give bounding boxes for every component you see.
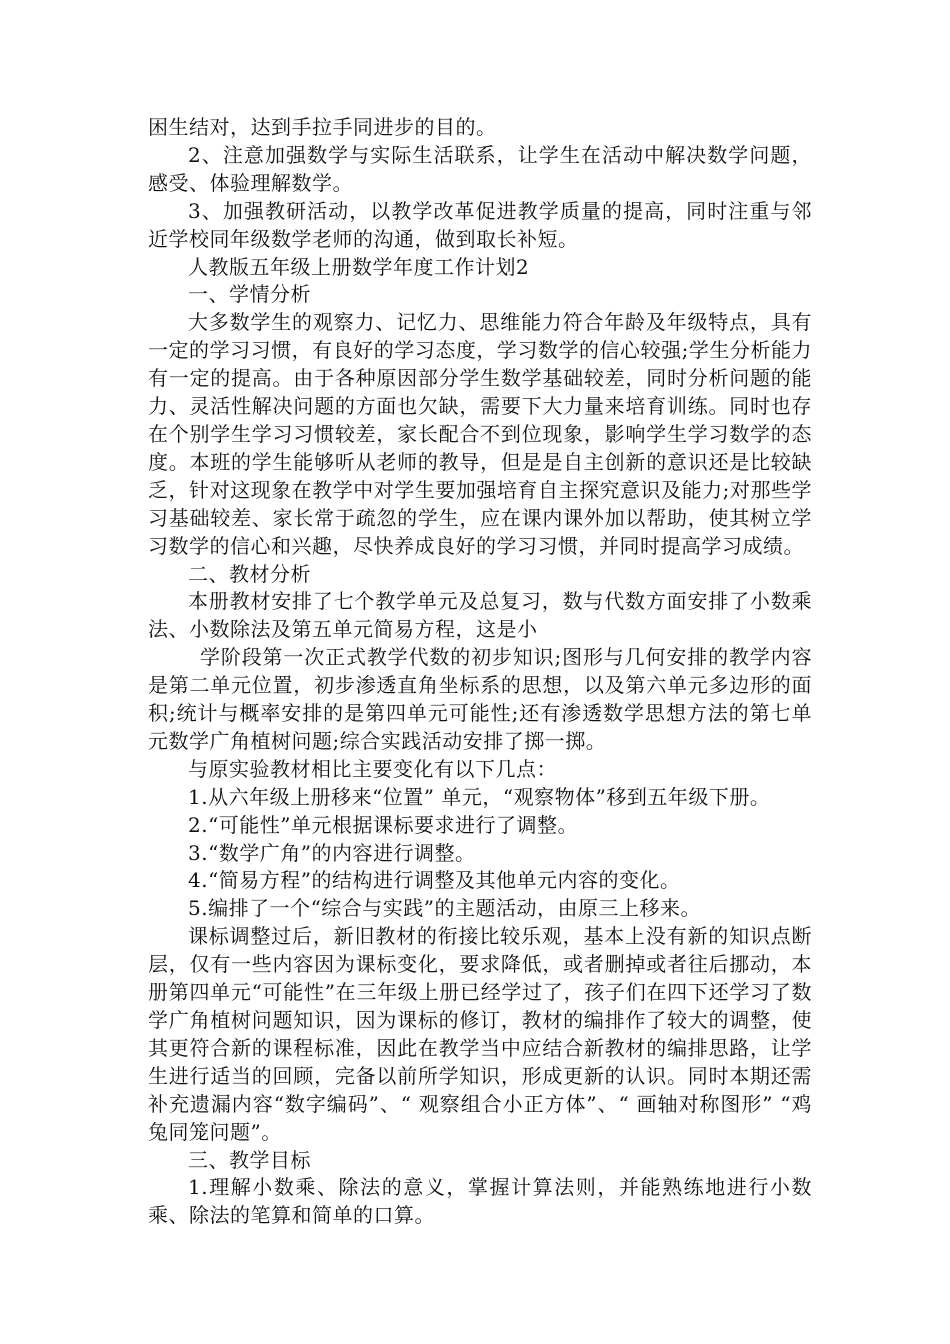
- list-item-change-5: 5.编排了一个“综合与实践”的主题活动，由原三上移来。: [188, 896, 702, 921]
- paragraph-item-3: 3、加强教研活动，以教学改革促进教学质量的提高，同时注重与邻近学校同年级数学老师的沟通，做到取长补短。: [148, 198, 812, 251]
- paragraph-item-2: 2、注意加强数学与实际生活联系，让学生在活动中解决数学问题，感受、体验理解数学。: [148, 142, 812, 195]
- paragraph-changes-intro: 与原实验教材相比主要变化有以下几点：: [188, 756, 557, 781]
- list-item-goal-1: 1.理解小数乘、除法的意义，掌握计算法则，并能熟练地进行小数乘、除法的笔算和简单的口算。: [148, 1175, 812, 1228]
- paragraph-continuation: 困生结对，达到手拉手同进步的目的。: [148, 115, 497, 139]
- document-page: [148, 114, 812, 1230]
- paragraph-curriculum-adjustment: 课标调整过后，新旧教材的衔接比较乐观，基本上没有新的知识点断层，仅有一些内容因为课标变化，要求降低，或者删掉或者往后挪动，本册第四单元“可能性”在三年级上册已经学过了，孩子们在四下还学习了数学广角植树问题知识，因为课标的修订，教材的编排作了较大的调整，使其更符合新的课程标准，因此在教学当中应结合新教材的编排思路，让学生进行适当的回顾，完备以前所学知识，形成更新的认识。同时本期还需补充遗漏内容“数字编码”、“ 观察组合小正方体”、“ 画轴对称图形” “鸡兔同笼问题”。: [148, 924, 812, 1144]
- list-item-change-2: 2.“可能性”单元根据课标要求进行了调整。: [188, 812, 579, 837]
- list-item-change-4: 4.“简易方程”的结构进行调整及其他单元内容的变化。: [188, 868, 681, 893]
- section-heading-2: 二、教材分析: [188, 561, 311, 586]
- document-subtitle: 人教版五年级上册数学年度工作计划2: [188, 254, 530, 279]
- paragraph-student-analysis: 大多数学生的观察力、记忆力、思维能力符合年龄及年级特点，具有一定的学习习惯，有良好的学习态度，学习数学的信心较强;学生分析能力有一定的提高。由于各种原因部分学生数学基础较差，同时分析问题的能力、灵活性解决问题的方面也欠缺，需要下大力量来培育训练。同时也存在个别学生学习习惯较差，家长配合不到位现象，影响学生学习数学的态度。本班的学生能够听从老师的教导，但是是自主创新的意识还是比较缺乏，针对这现象在教学中对学生要加强培育自主探究意识及能力;对那些学习基础较差、家长常于疏忽的学生，应在课内课外加以帮助，使其树立学习数学的信心和兴趣，尽快养成良好的学习习惯，并同时提高学习成绩。: [148, 310, 812, 558]
- list-item-change-3: 3.“数学广角”的内容进行调整。: [188, 840, 476, 865]
- section-heading-3: 三、教学目标: [188, 1147, 311, 1172]
- list-item-change-1: 1.从六年级上册移来“位置” 单元，“观察物体”移到五年级下册。: [188, 784, 771, 809]
- paragraph-textbook-analysis: 本册教材安排了七个教学单元及总复习，数与代数方面安排了小数乘法、小数除法及第五单元简易方程，这是小: [148, 589, 812, 642]
- paragraph-textbook-analysis-cont: 学阶段第一次正式教学代数的初步知识;图形与几何安排的教学内容是第二单元位置，初步渗透直角坐标系的思想，以及第六单元多边形的面积;统计与概率安排的是第四单元可能性;还有渗透数学思想方法的第七单元数学广角植树问题;综合实践活动安排了掷一掷。: [148, 645, 812, 753]
- section-heading-1: 一、学情分析: [188, 282, 311, 307]
